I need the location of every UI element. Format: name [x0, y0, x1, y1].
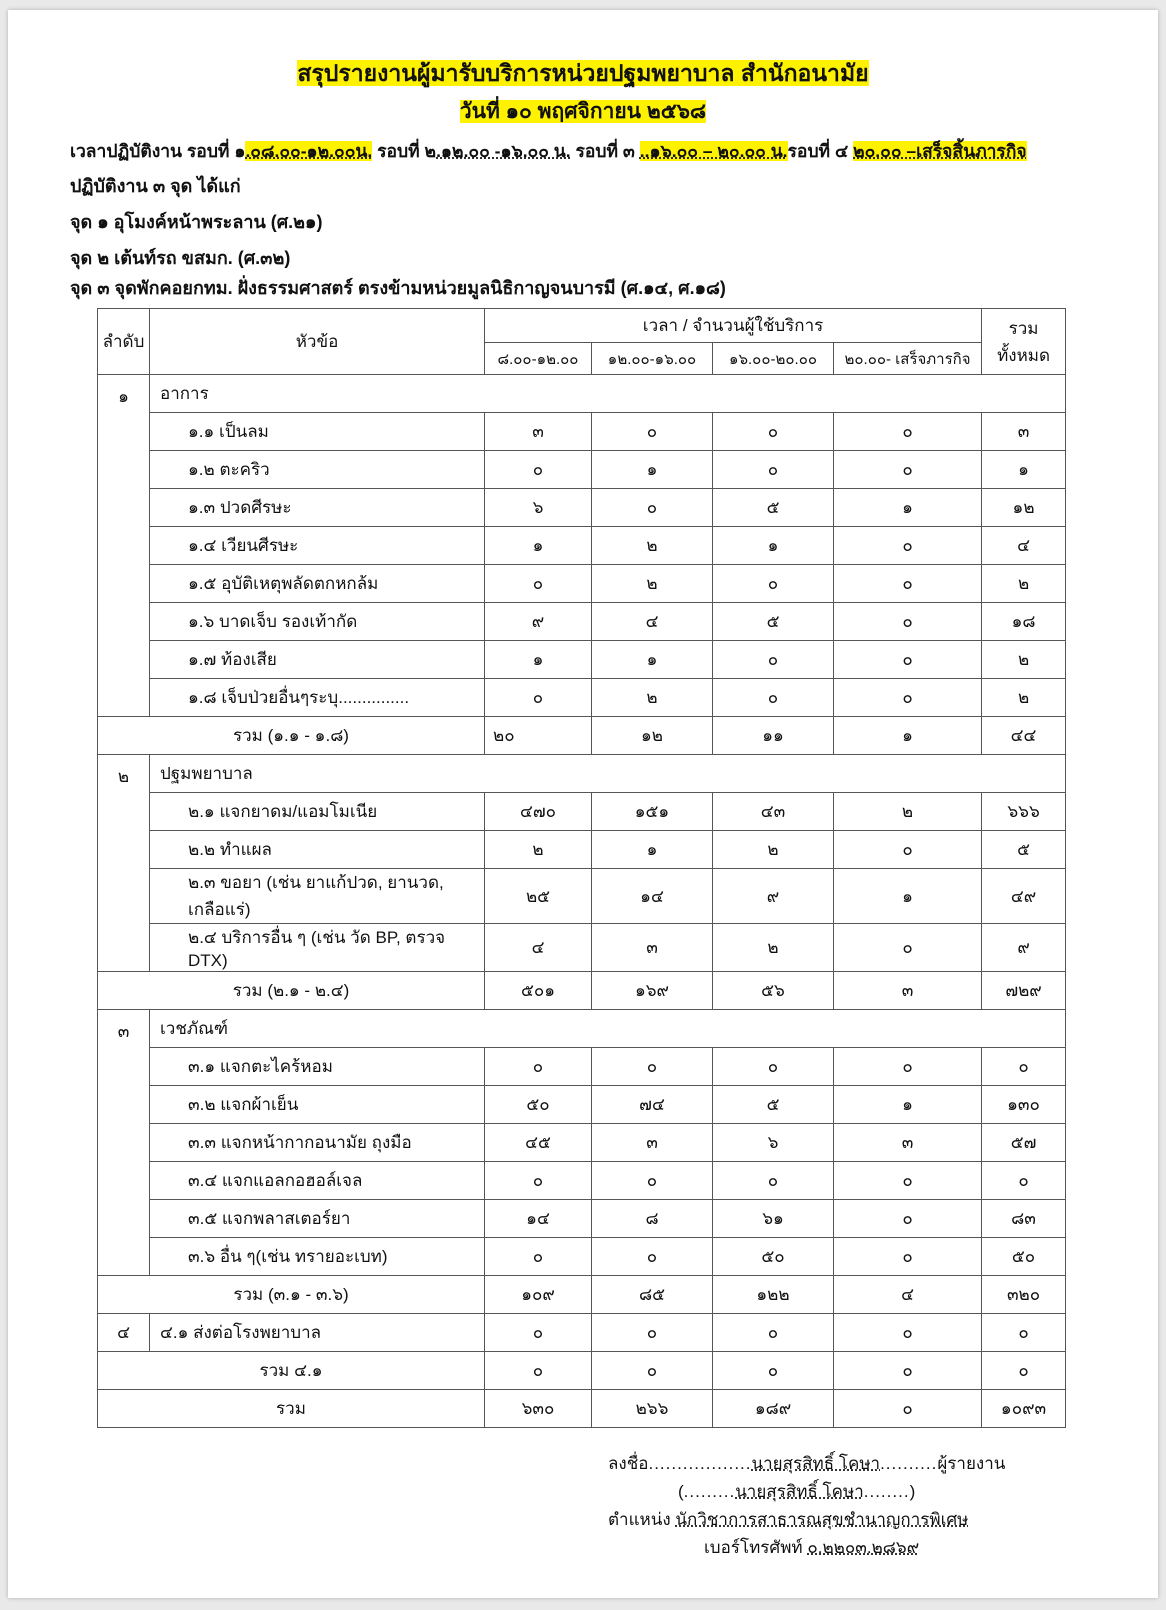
count-cell: ๒	[834, 793, 982, 831]
count-cell: ๐	[713, 413, 834, 451]
item-label: ๓.๑ แจกตะไคร้หอม	[150, 1048, 485, 1086]
subtotal-label: รวม ๔.๑	[98, 1352, 485, 1390]
row-total-cell: ๐	[982, 1314, 1066, 1352]
row-total-cell: ๕๐	[982, 1238, 1066, 1276]
subtotal-row	[98, 972, 1066, 1010]
count-cell: ๓	[834, 1124, 982, 1162]
count-cell: ๔๓	[713, 793, 834, 831]
category-name: เวชภัณฑ์	[150, 1010, 1066, 1048]
item-label: ๒.๓ ขอยา (เช่น ยาแก้ปวด, ยานวด, เกลือแร่)	[150, 869, 485, 924]
item-label: ๓.๒ แจกผ้าเย็น	[150, 1086, 485, 1124]
table-row	[98, 1314, 1066, 1352]
subtotal-label: รวม (๒.๑ - ๒.๔)	[98, 972, 485, 1010]
item-label: ๒.๒ ทำแผล	[150, 831, 485, 869]
count-cell: ๐	[834, 413, 982, 451]
table-row	[98, 793, 1066, 831]
item-label: ๑.๑ เป็นลม	[150, 413, 485, 451]
row-total-cell: ๕	[982, 831, 1066, 869]
row-total-cell: ๑	[982, 451, 1066, 489]
count-cell: ๐	[485, 451, 592, 489]
subtotal-cell: ๘๕	[592, 1276, 713, 1314]
count-cell: ๕๐	[713, 1238, 834, 1276]
table-row	[98, 565, 1066, 603]
count-cell: ๖	[485, 489, 592, 527]
service-point-1: จุด ๑ อุโมงค์หน้าพระลาน (ศ.๒๑)	[70, 212, 323, 232]
table-body	[98, 375, 1066, 1428]
table-row	[98, 603, 1066, 641]
count-cell: ๐	[713, 565, 834, 603]
category-name: ปฐมพยาบาล	[150, 755, 1066, 793]
count-cell: ๑	[592, 641, 713, 679]
item-label: ๒.๑ แจกยาดม/แอมโมเนีย	[150, 793, 485, 831]
table-row	[98, 1124, 1066, 1162]
table-row	[98, 1086, 1066, 1124]
subtotal-label: รวม (๓.๑ - ๓.๖)	[98, 1276, 485, 1314]
count-cell: ๑	[713, 527, 834, 565]
col-header-time-2: ๑๒.๐๐-๑๖.๐๐	[592, 343, 713, 375]
count-cell: ๒	[713, 924, 834, 972]
count-cell: ๔๕	[485, 1124, 592, 1162]
subtotal-cell: ๐	[834, 1352, 982, 1390]
grand-total-cell: ๒๖๖	[592, 1390, 713, 1428]
row-total-cell: ๔๙	[982, 869, 1066, 924]
subtotal-cell: ๔	[834, 1276, 982, 1314]
item-label: ๑.๕ อุบัติเหตุพลัดตกหกล้ม	[150, 565, 485, 603]
count-cell: ๐	[834, 451, 982, 489]
count-cell: ๒๕	[485, 869, 592, 924]
count-cell: ๙	[485, 603, 592, 641]
grand-total-label: รวม	[98, 1390, 485, 1428]
count-cell: ๐	[834, 603, 982, 641]
item-label: ๑.๗ ท้องเสีย	[150, 641, 485, 679]
count-cell: ๐	[713, 1048, 834, 1086]
item-label: ๓.๖ อื่น ๆ(เช่น ทรายอะเบท)	[150, 1238, 485, 1276]
row-total-cell: ๒	[982, 565, 1066, 603]
grand-total-sum: ๑๐๙๓	[982, 1390, 1066, 1428]
count-cell: ๐	[834, 641, 982, 679]
subtotal-cell: ๐	[592, 1352, 713, 1390]
subtotal-cell: ๕๐๑	[485, 972, 592, 1010]
count-cell: ๐	[713, 641, 834, 679]
count-cell: ๑๔	[592, 869, 713, 924]
col-header-time-4: ๒๐.๐๐- เสร็จภารกิจ	[834, 343, 982, 375]
count-cell: ๒	[592, 565, 713, 603]
signature-line: ลงชื่อ..................นายสุรสิทธิ์ โคษา..........ผู้รายงาน	[608, 1454, 1006, 1473]
count-cell: ๐	[834, 1200, 982, 1238]
count-cell: ๐	[592, 489, 713, 527]
count-cell: ๐	[713, 1314, 834, 1352]
count-cell: ๑	[485, 641, 592, 679]
count-cell: ๐	[485, 1314, 592, 1352]
count-cell: ๐	[485, 679, 592, 717]
service-report-table	[97, 308, 1066, 1428]
count-cell: ๓	[485, 413, 592, 451]
table-row	[98, 831, 1066, 869]
count-cell: ๐	[834, 924, 982, 972]
table-row	[98, 527, 1066, 565]
count-cell: ๕๐	[485, 1086, 592, 1124]
item-label: ๓.๔ แจกแอลกอฮอล์เจล	[150, 1162, 485, 1200]
count-cell: ๑๔	[485, 1200, 592, 1238]
count-cell: ๖	[713, 1124, 834, 1162]
col-header-time-3: ๑๖.๐๐-๒๐.๐๐	[713, 343, 834, 375]
count-cell: ๒	[592, 679, 713, 717]
seq-cell: ๒	[98, 755, 150, 972]
item-label: ๒.๔ บริการอื่น ๆ (เช่น วัด BP, ตรวจ DTX)	[150, 924, 485, 972]
row-total-cell: ๓	[982, 413, 1066, 451]
count-cell: ๑	[592, 831, 713, 869]
count-cell: ๐	[485, 1162, 592, 1200]
count-cell: ๓	[592, 924, 713, 972]
subtotal-cell: ๑๖๙	[592, 972, 713, 1010]
count-cell: ๘	[592, 1200, 713, 1238]
count-cell: ๔	[485, 924, 592, 972]
count-cell: ๐	[834, 1048, 982, 1086]
count-cell: ๒	[713, 831, 834, 869]
count-cell: ๕	[713, 489, 834, 527]
row-total-cell: ๑๘	[982, 603, 1066, 641]
subtotal-total-cell: ๐	[982, 1352, 1066, 1390]
count-cell: ๐	[592, 1314, 713, 1352]
subtotal-cell: ๕๖	[713, 972, 834, 1010]
table-row	[98, 1048, 1066, 1086]
seq-cell: ๑	[98, 375, 150, 717]
signature-phone: เบอร์โทรศัพท์ ๐.๒๒๐๓.๒๘๖๙	[704, 1538, 920, 1557]
count-cell: ๐	[834, 1162, 982, 1200]
signature-position: ตำแหน่ง นักวิชาการสาธารณสุขชำนาญการพิเศษ	[608, 1510, 969, 1529]
count-cell: ๕	[713, 1086, 834, 1124]
subtotal-row	[98, 1276, 1066, 1314]
count-cell: ๐	[834, 831, 982, 869]
service-point-2: จุด ๒ เต้นท์รถ ขสมก. (ศ.๓๒)	[70, 248, 291, 268]
table-row	[98, 451, 1066, 489]
count-cell: ๐	[713, 679, 834, 717]
subtotal-total-cell: ๔๔	[982, 717, 1066, 755]
row-total-cell: ๔	[982, 527, 1066, 565]
signature-block	[608, 1450, 1005, 1562]
item-label: ๑.๖ บาดเจ็บ รองเท้ากัด	[150, 603, 485, 641]
signature-name-paren: (.........นายสุรสิทธิ์ โคษา........)	[678, 1482, 916, 1501]
count-cell: ๒	[592, 527, 713, 565]
count-cell: ๓	[592, 1124, 713, 1162]
count-cell: ๙	[713, 869, 834, 924]
shift-times: เวลาปฏิบัติงาน รอบที่ ๑.๐๘.๐๐-๑๒.๐๐น. รอบที่ ๒.๑๒.๐๐ -๑๖.๐๐ น. รอบที่ ๓ ..๑๖.๐๐ – ๒๐.๐๐ น.รอบที่ ๔ ๒๐.๐๐ –เสร็จสิ้นภารกิจ	[70, 141, 1027, 161]
category-row	[98, 1010, 1066, 1048]
count-cell: ๑	[834, 869, 982, 924]
subtotal-row	[98, 1352, 1066, 1390]
table-row	[98, 924, 1066, 972]
count-cell: ๐	[834, 527, 982, 565]
service-point-3: จุด ๓ จุดพักคอยกทม. ฝั่งธรรมศาสตร์ ตรงข้ามหน่วยมูลนิธิกาญจนบารมี (ศ.๑๔, ศ.๑๘)	[70, 278, 726, 298]
operations-intro: ปฏิบัติงาน ๓ จุด ได้แก่	[70, 176, 241, 196]
count-cell: ๐	[834, 1238, 982, 1276]
subtotal-cell: ๑๒	[592, 717, 713, 755]
item-label: ๑.๒ ตะคริว	[150, 451, 485, 489]
col-header-topic: หัวข้อ	[150, 309, 485, 375]
count-cell: ๑๕๑	[592, 793, 713, 831]
count-cell: ๐	[713, 451, 834, 489]
table-row	[98, 1238, 1066, 1276]
item-label: ๓.๕ แจกพลาสเตอร์ยา	[150, 1200, 485, 1238]
subtotal-cell: ๒๐	[485, 717, 592, 755]
count-cell: ๑	[592, 451, 713, 489]
count-cell: ๐	[834, 565, 982, 603]
table-row	[98, 1200, 1066, 1238]
count-cell: ๗๔	[592, 1086, 713, 1124]
document-page	[8, 10, 1158, 1598]
item-label: ๑.๔ เวียนศีรษะ	[150, 527, 485, 565]
item-label: ๑.๘ เจ็บป่วยอื่นๆระบุ...............	[150, 679, 485, 717]
col-header-seq: ลำดับ	[98, 309, 150, 375]
row-total-cell: ๐	[982, 1162, 1066, 1200]
report-date: วันที่ ๑๐ พฤศจิกายน ๒๕๖๘	[459, 100, 707, 123]
grand-total-cell: ๑๘๙	[713, 1390, 834, 1428]
col-header-time-group: เวลา / จำนวนผู้ใช้บริการ	[485, 309, 982, 343]
count-cell: ๐	[834, 679, 982, 717]
subtotal-label: รวม (๑.๑ - ๑.๘)	[98, 717, 485, 755]
count-cell: ๕	[713, 603, 834, 641]
count-cell: ๐	[485, 565, 592, 603]
item-label: ๔.๑ ส่งต่อโรงพยาบาล	[150, 1314, 485, 1352]
category-row	[98, 375, 1066, 413]
count-cell: ๐	[592, 1048, 713, 1086]
count-cell: ๔๗๐	[485, 793, 592, 831]
category-name: อาการ	[150, 375, 1066, 413]
table-row	[98, 1162, 1066, 1200]
row-total-cell: ๖๖๖	[982, 793, 1066, 831]
table-row	[98, 413, 1066, 451]
category-row	[98, 755, 1066, 793]
item-label: ๑.๓ ปวดศีรษะ	[150, 489, 485, 527]
grand-total-cell: ๖๓๐	[485, 1390, 592, 1428]
table-row	[98, 679, 1066, 717]
count-cell: ๐	[713, 1162, 834, 1200]
col-header-total: รวม ทั้งหมด	[982, 309, 1066, 375]
count-cell: ๒	[485, 831, 592, 869]
table-row	[98, 641, 1066, 679]
row-total-cell: ๒	[982, 641, 1066, 679]
row-total-cell: ๘๓	[982, 1200, 1066, 1238]
count-cell: ๑	[834, 1086, 982, 1124]
table-row	[98, 869, 1066, 924]
count-cell: ๖๑	[713, 1200, 834, 1238]
row-total-cell: ๙	[982, 924, 1066, 972]
subtotal-cell: ๑	[834, 717, 982, 755]
row-total-cell: ๑๓๐	[982, 1086, 1066, 1124]
count-cell: ๑	[834, 489, 982, 527]
count-cell: ๐	[592, 1238, 713, 1276]
subtotal-cell: ๐	[713, 1352, 834, 1390]
grand-total-cell: ๐	[834, 1390, 982, 1428]
col-header-time-1: ๘.๐๐-๑๒.๐๐	[485, 343, 592, 375]
subtotal-cell: ๑๐๙	[485, 1276, 592, 1314]
item-label: ๓.๓ แจกหน้ากากอนามัย ถุงมือ	[150, 1124, 485, 1162]
seq-cell: ๔	[98, 1314, 150, 1352]
row-total-cell: ๒	[982, 679, 1066, 717]
row-total-cell: ๐	[982, 1048, 1066, 1086]
row-total-cell: ๕๗	[982, 1124, 1066, 1162]
subtotal-total-cell: ๗๒๙	[982, 972, 1066, 1010]
subtotal-cell: ๑๑	[713, 717, 834, 755]
seq-cell: ๓	[98, 1010, 150, 1276]
subtotal-cell: ๑๒๒	[713, 1276, 834, 1314]
table-row	[98, 489, 1066, 527]
count-cell: ๐	[592, 413, 713, 451]
grand-total-row	[98, 1390, 1066, 1428]
count-cell: ๐	[592, 1162, 713, 1200]
subtotal-cell: ๐	[485, 1352, 592, 1390]
subtotal-row	[98, 717, 1066, 755]
count-cell: ๐	[834, 1314, 982, 1352]
row-total-cell: ๑๒	[982, 489, 1066, 527]
subtotal-total-cell: ๓๒๐	[982, 1276, 1066, 1314]
count-cell: ๐	[485, 1238, 592, 1276]
count-cell: ๑	[485, 527, 592, 565]
report-title: สรุปรายงานผู้มารับบริการหน่วยปฐมพยาบาล สำนักอนามัย	[297, 60, 869, 86]
count-cell: ๐	[485, 1048, 592, 1086]
count-cell: ๔	[592, 603, 713, 641]
subtotal-cell: ๓	[834, 972, 982, 1010]
